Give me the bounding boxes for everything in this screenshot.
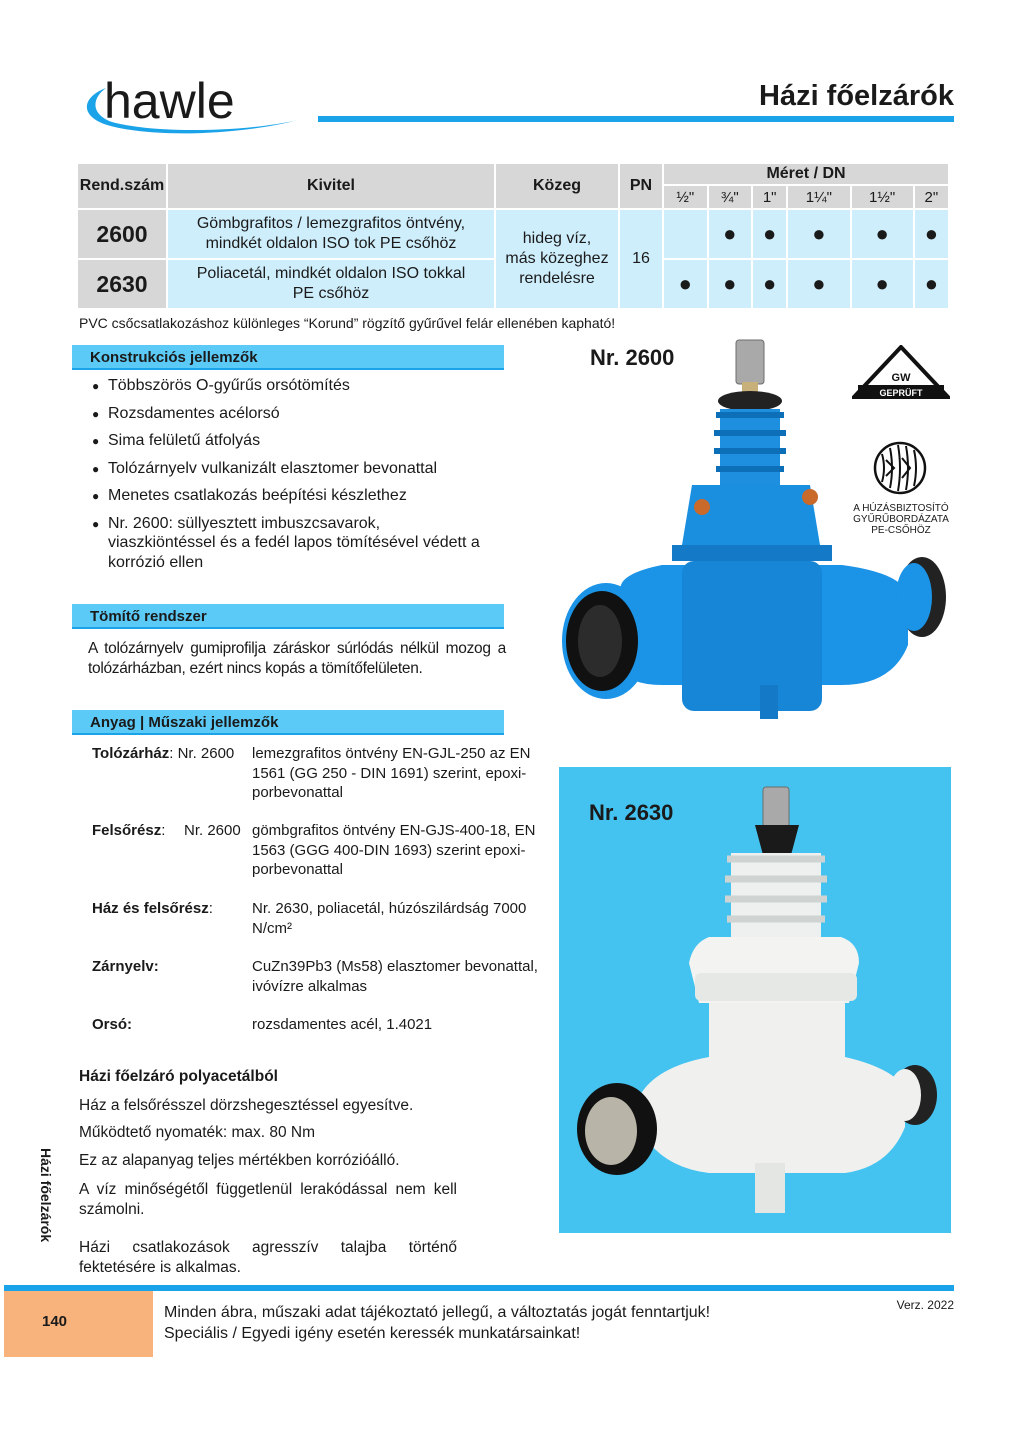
hawle-logo [76,70,306,142]
size-cell [914,209,949,259]
kozeg-cell: hideg víz, más közeghez rendelésre [495,209,619,309]
valve-2630-image [559,767,951,1233]
th-kivitel: Kivitel [167,163,495,209]
material-label: Zárnyelv: [92,958,159,975]
gw-certification-icon [852,345,950,401]
th-kozeg: Közeg [495,163,619,209]
spec-table [76,162,950,310]
availability-dot: ● [763,221,777,246]
footer-text: Minden ábra, műszaki adat tájékoztató jellegű, a változtatás jogát fenntartjuk! Speciális / Egyedi igény esetén keressék munkatársainkat! [164,1304,711,1342]
nr-2630-label: Nr. 2630 [589,800,674,825]
nr-2600-label: Nr. 2600 [590,345,675,370]
th-size: 1" [752,185,787,209]
poly-line: Ház a felsőrésszel dörzshegesztéssel egyesítve. [79,1097,414,1114]
availability-dot: ● [924,271,939,296]
list-item: ● Menetes csatlakozás beépítési készlethez [92,486,512,506]
material-label: Tolózárház: Nr. 2600 [92,745,235,762]
th-size: ½" [663,185,708,209]
th-rend: Rend.szám [77,163,167,209]
title-rule [318,116,954,122]
size-cell [752,259,787,309]
konstr-list [92,376,512,580]
list-item: ● Sima felületű átfolyás [92,431,512,451]
section-tomito: Tömítő rendszer [72,604,504,629]
th-size: 1½" [851,185,914,209]
rend-cell: 2600 [77,209,167,259]
material-pre: Nr. 2600 [184,822,241,839]
ring-caption: A HÚZÁSBIZTOSÍTÓ GYŰRŰBORDÁZATA PE-CSŐHÖZ [853,503,949,536]
th-pn: PN [619,163,663,209]
size-cell [752,209,787,259]
table-note: PVC csőcsatlakozáshoz különleges “Korund” rögzítő gyűrűvel felár ellenében kapható! [79,315,616,331]
availability-dot: ● [723,221,737,246]
section-anyag: Anyag | Műszaki jellemzők [72,710,504,735]
kivitel-cell: Gömbgrafitos / lemezgrafitos öntvény, mindkét oldalon ISO tok PE csőhöz [167,209,495,259]
th-size: ¾" [708,185,753,209]
list-item: ● Rozsdamentes acélorsó [92,404,512,424]
size-cell [787,209,850,259]
material-value: rozsdamentes acél, 1.4021 [252,1016,433,1033]
page-title: Házi főelzárók [759,80,954,112]
th-size: 1¼" [787,185,850,209]
size-cell [708,259,753,309]
poly-line: Ez az alapanyag teljes mértékben korrózióálló. [79,1152,400,1169]
list-item: ● Többszörös O-gyűrűs orsótömítés [92,376,512,396]
availability-dot: ● [875,221,889,246]
gw-bottom-text: GEPRÜFT [879,388,923,398]
availability-dot: ● [812,271,826,296]
poly-line: Működtető nyomaték: max. 80 Nm [79,1124,316,1141]
poly-line: Házi csatlakozások agresszív talajba történő fektetésére is alkalmas. [79,1239,457,1276]
material-value: CuZn39Pb3 (Ms58) elasztomer bevonattal, ivóvízre alkalmas [252,958,538,995]
rend-cell: 2630 [77,259,167,309]
size-cell [663,209,708,259]
size-cell [663,259,708,309]
version-label: Verz. 2022 [896,1298,954,1312]
th-meret: Méret / DN [663,163,949,185]
pn-cell: 16 [619,209,663,309]
material-value: gömbgrafitos öntvény EN-GJS-400-18, EN 1563 (GGG 400-DIN 1693) szerint epoxi-porbevonattal [252,822,536,878]
material-value: Nr. 2630, poliacetál, húzószilárdság 7000 N/cm² [252,900,527,937]
kivitel-cell: Poliacetál, mindkét oldalon ISO tokkal PE csőhöz [167,259,495,309]
table-row [77,209,949,259]
size-cell [914,259,949,309]
page-number-box [4,1291,153,1357]
page-number: 140 [42,1313,68,1330]
section-konstrukcios: Konstrukciós jellemzők [72,345,504,370]
material-value: lemezgrafitos öntvény EN-GJL-250 az EN 1561 (GG 250 - DIN 1691) szerint, epoxi-porbevonattal [252,745,531,801]
size-cell [708,209,753,259]
poly-title: Házi főelzáró polyacetálból [79,1068,278,1085]
availability-dot: ● [763,271,777,296]
size-cell [787,259,850,309]
material-label: Ház és felsőrész: [92,900,213,917]
availability-dot: ● [678,271,692,296]
size-cell [851,209,914,259]
availability-dot: ● [875,271,889,296]
gw-top-text: GW [891,372,911,384]
availability-dot: ● [723,271,737,296]
list-item: ● Tolózárnyelv vulkanizált elasztomer bevonattal [92,459,512,479]
list-item: ● Nr. 2600: süllyesztett imbuszcsavarok, viaszkiöntéssel és a fedél lapos tömítésével védett a korrózió ellen [92,514,492,573]
availability-dot: ● [812,221,826,246]
poly-line: A víz minőségétől függetlenül lerakódással nem kell számolni. [79,1181,457,1218]
ring-rib-icon [872,440,928,496]
availability-dot: ● [924,221,939,246]
material-label: Orsó: [92,1016,133,1033]
tomito-text: A tolózárnyelv gumiprofilja záráskor súrlódás nélkül mozog a tolózárházban, ezért nincs kopás a tömítőfelületen. [88,640,506,677]
th-size: 2" [914,185,949,209]
side-tab: Házi főelzárók [38,1148,54,1243]
logo-text: hawle [104,73,235,129]
size-cell [851,259,914,309]
material-label: Felsőrész: [92,822,166,839]
